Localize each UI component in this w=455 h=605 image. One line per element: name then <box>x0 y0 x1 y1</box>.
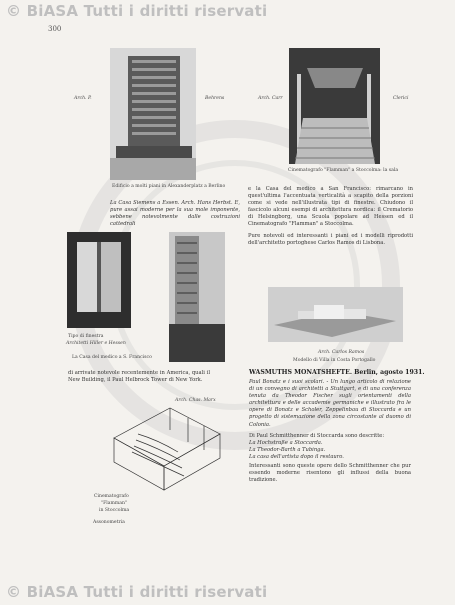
building-illustration <box>110 48 196 180</box>
caption-arch-hood: Arch. Chas. Marx <box>175 398 216 403</box>
caption-drawing-4: Assonometria <box>93 520 125 525</box>
cinema-illustration <box>289 48 380 164</box>
caption-arch-right1: Arch. Carr <box>258 96 283 101</box>
watermark-bottom: © BiASA Tutti i diritti riservati <box>6 583 268 601</box>
text-left-1: La Casa Siemens a Essen. Arch. Hans Herbst. E, pure assai moderne per la sua mole imponente, sebbene notevolmente dalle costruzioni cattedrali <box>110 200 240 228</box>
caption-windows-1: Tipo di finestra <box>68 334 104 339</box>
axonometric-illustration <box>108 394 224 494</box>
text-right-1: e la Casa del medico a San Francisco: rimarcano in quest'ultima l'accentuata verticalità a scapito della porzioni come si vede nell'illustrata tipi di finestre. Chiudono il fascicolo alcuni esempi di architettura nordica: il Crematorio di Helsingborg, una Scuola popolare ad Hessen ed il Cinematografo "Flamman" a Stoccolma. Pure notevoli ed interessanti i piani ed i modelli riprodotti dell'architetto portoghese Carlos Ramos di Lisbona. <box>248 186 413 246</box>
caption-drawing-2: "Flamman" <box>101 501 128 506</box>
caption-model-1: Arch. Carlos Ramos <box>318 350 365 355</box>
text-left-2: di arrivate notevole recentemente in America, quali il New Building, il Paul Helbrock Tower di New York. <box>68 370 210 384</box>
caption-arch-right2: Clerici <box>393 96 409 101</box>
caption-model-2: Modello di Villa in Costa Portogallo <box>293 358 376 363</box>
caption-cinema: Cinematografo "Flamman" a Stoccolma: la sala <box>288 168 399 173</box>
caption-arch-left: Arch. P. <box>74 96 92 101</box>
caption-arch-mid: Behrens <box>205 96 225 101</box>
section-heading: WASMUTHS MONATSHEFTE. Berlin, agosto 1931. <box>249 369 425 376</box>
building-photo <box>110 48 196 180</box>
model-photo <box>268 287 403 342</box>
tower-illustration <box>169 232 225 362</box>
windows-illustration <box>67 232 131 328</box>
caption-building: Edificio a molti piani in Alexanderplatz a Berlino <box>112 184 226 189</box>
tower-photo <box>169 232 225 362</box>
cinema-photo <box>289 48 380 164</box>
watermark-top: © BiASA Tutti i diritti riservati <box>6 2 268 20</box>
windows-photo <box>67 232 131 328</box>
axonometric-drawing <box>108 394 224 494</box>
caption-drawing-3: in Stoccolma <box>99 508 130 513</box>
caption-windows-2: Architetti Hiller e Hessen <box>66 341 126 346</box>
caption-drawing-1: Cinematografo <box>94 494 129 499</box>
page-number: 300 <box>48 25 62 33</box>
caption-casa: La Casa del medico a S. Francisco <box>72 355 152 360</box>
text-right-2: Paul Bonatz e i suoi scolari. - Un lungo articolo di relazione di un convegno di architetti a Stuttgart, e di una conferenza tenuta da Theodor Fischer sugli orientamenti della architettura e delle accademie germaniche e illustrato fra le opere di Bonatz e Scholer, Zeppelinbau di Stoccarda e un progetto di sistemazione della zona circostante al duomo di Colonia. Di Paul Schmitthenner di Stoccarda sono descritte: La Hochstraße a Stoccarda. La Theodor-Barth a Tubinga. La casa dell'artista dopo il restauro. Interessanti sono queste opere dello Schmitthenner che pur essendo moderne risentono gli influssi della buona tradizione. <box>249 379 411 484</box>
model-illustration <box>268 287 403 342</box>
